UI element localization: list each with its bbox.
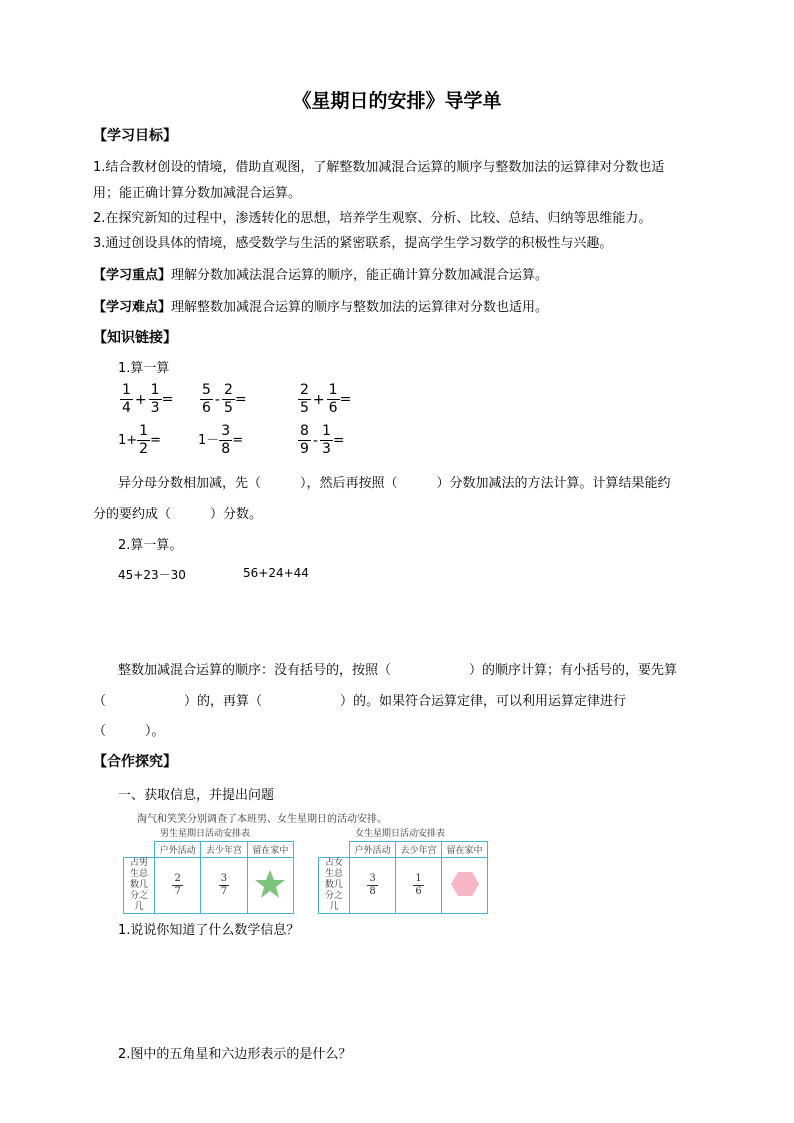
expression-6: $\frac{8}{9}$ - $\frac{1}{3}$ = xyxy=(300,423,345,457)
key-point-text: 理解分数加减法混合运算的顺序，能正确计算分数加减混合运算。 xyxy=(171,268,549,283)
header-youth-palace: 去少年宫 xyxy=(201,842,247,858)
expression-1: $\frac{1}{4}$ + $\frac{1}{3}$ = xyxy=(122,382,174,416)
fraction: $\frac{8}{9}$ xyxy=(300,423,309,457)
cell-outdoor: $\frac{3}{8}$ xyxy=(350,858,396,914)
fraction: $\frac{3}{8}$ xyxy=(221,423,231,457)
knowledge-heading: 【知识链接】 xyxy=(93,330,177,346)
q1-title: 1.算一算 xyxy=(118,361,170,376)
difficult-point xyxy=(93,296,548,315)
hexagon-icon xyxy=(450,871,480,897)
boys-table-caption: 男生星期日活动安排表 xyxy=(160,829,251,839)
girls-activity-table xyxy=(318,841,488,914)
cell-at-home xyxy=(442,858,488,914)
fraction: $\frac{2}{5}$ xyxy=(223,382,233,416)
fraction: $\frac{1}{3}$ xyxy=(321,423,331,457)
difficult-point-label: 【学习难点】 xyxy=(93,300,172,315)
cell-youth-palace: $\frac{3}{7}$ xyxy=(201,858,247,914)
q2-title: 2.算一算。 xyxy=(118,538,183,553)
fill-blank-2-line-1: 整数加减混合运算的顺序：没有括号的，按照（ ）的顺序计算；有小括号的，要先算 xyxy=(118,663,678,678)
fraction: $\frac{1}{4}$ xyxy=(122,382,131,416)
header-youth-palace: 去少年宫 xyxy=(396,842,442,858)
fill-blank-2-line-2: （ ）的，再算（ ）的。如果符合运算定律，可以利用运算定律进行 xyxy=(93,694,627,709)
header-at-home: 留在家中 xyxy=(442,842,488,858)
header-at-home: 留在家中 xyxy=(247,842,293,858)
boys-activity-table xyxy=(123,841,294,914)
question-2: 2.图中的五角星和六边形表示的是什么？ xyxy=(118,1047,352,1062)
expression-4: 1+ $\frac{1}{2}$ = xyxy=(118,423,161,457)
goals-heading: 【学习目标】 xyxy=(93,128,177,144)
part-1-title: 一、获取信息，并提出问题 xyxy=(118,788,275,803)
goal-1-line-2: 用；能正确计算分数加减混合运算。 xyxy=(93,186,302,201)
expression-2: $\frac{5}{6}$ - $\frac{2}{5}$ = xyxy=(202,382,247,416)
question-1: 1.说说你知道了什么数学信息？ xyxy=(118,923,300,938)
girls-table-caption: 女生星期日活动安排表 xyxy=(355,829,446,839)
goal-3: 3.通过创设具体的情境，感受数学与生活的紧密联系，提高学生学习数学的积极性与兴趣。 xyxy=(93,236,613,251)
header-outdoor: 户外活动 xyxy=(155,842,201,858)
fill-blank-2-line-3: （ ）。 xyxy=(93,724,165,739)
fraction: $\frac{2}{5}$ xyxy=(300,382,309,416)
cell-at-home xyxy=(247,858,293,914)
row-label: 占女生总数几分之几 xyxy=(319,858,350,914)
page-title: 《星期日的安排》导学单 xyxy=(292,90,502,112)
calc-1: 45+23－30 xyxy=(118,568,186,582)
key-point xyxy=(93,264,548,283)
fraction: $\frac{1}{6}$ xyxy=(328,382,338,416)
explore-heading: 【合作探究】 xyxy=(93,754,177,770)
fraction: $\frac{1}{3}$ xyxy=(150,382,160,416)
fill-blank-1-line-1: 异分母分数相加减，先（ ），然后再按照（ ）分数加减法的方法计算。计算结果能约 xyxy=(118,476,671,491)
star-icon xyxy=(254,869,286,899)
expression-3: $\frac{2}{5}$ + $\frac{1}{6}$ = xyxy=(300,382,352,416)
difficult-point-text: 理解整数加减混合运算的顺序与整数加法的运算律对分数也适用。 xyxy=(171,300,549,315)
row-label: 占男生总数几分之几 xyxy=(124,858,155,914)
calc-2: 56+24+44 xyxy=(243,566,309,580)
header-outdoor: 户外活动 xyxy=(350,842,396,858)
cell-youth-palace: $\frac{1}{6}$ xyxy=(396,858,442,914)
survey-intro: 淘气和笑笑分别调查了本班男、女生星期日的活动安排。 xyxy=(137,814,387,825)
fill-blank-1-line-2: 分的要约成（ ）分数。 xyxy=(93,507,263,522)
fraction: $\frac{5}{6}$ xyxy=(202,382,211,416)
key-point-label: 【学习重点】 xyxy=(93,268,172,283)
goal-2: 2.在探究新知的过程中，渗透转化的思想，培养学生观察、分析、比较、总结、归纳等思维能力。 xyxy=(93,211,652,226)
fraction: $\frac{1}{2}$ xyxy=(139,423,149,457)
cell-outdoor: $\frac{2}{7}$ xyxy=(155,858,201,914)
goal-1-line-1: 1.结合教材创设的情境，借助直观图，了解整数加减混合运算的顺序与整数加法的运算律对分数也适 xyxy=(93,160,665,175)
expression-5: 1－ $\frac{3}{8}$ = xyxy=(198,423,244,457)
